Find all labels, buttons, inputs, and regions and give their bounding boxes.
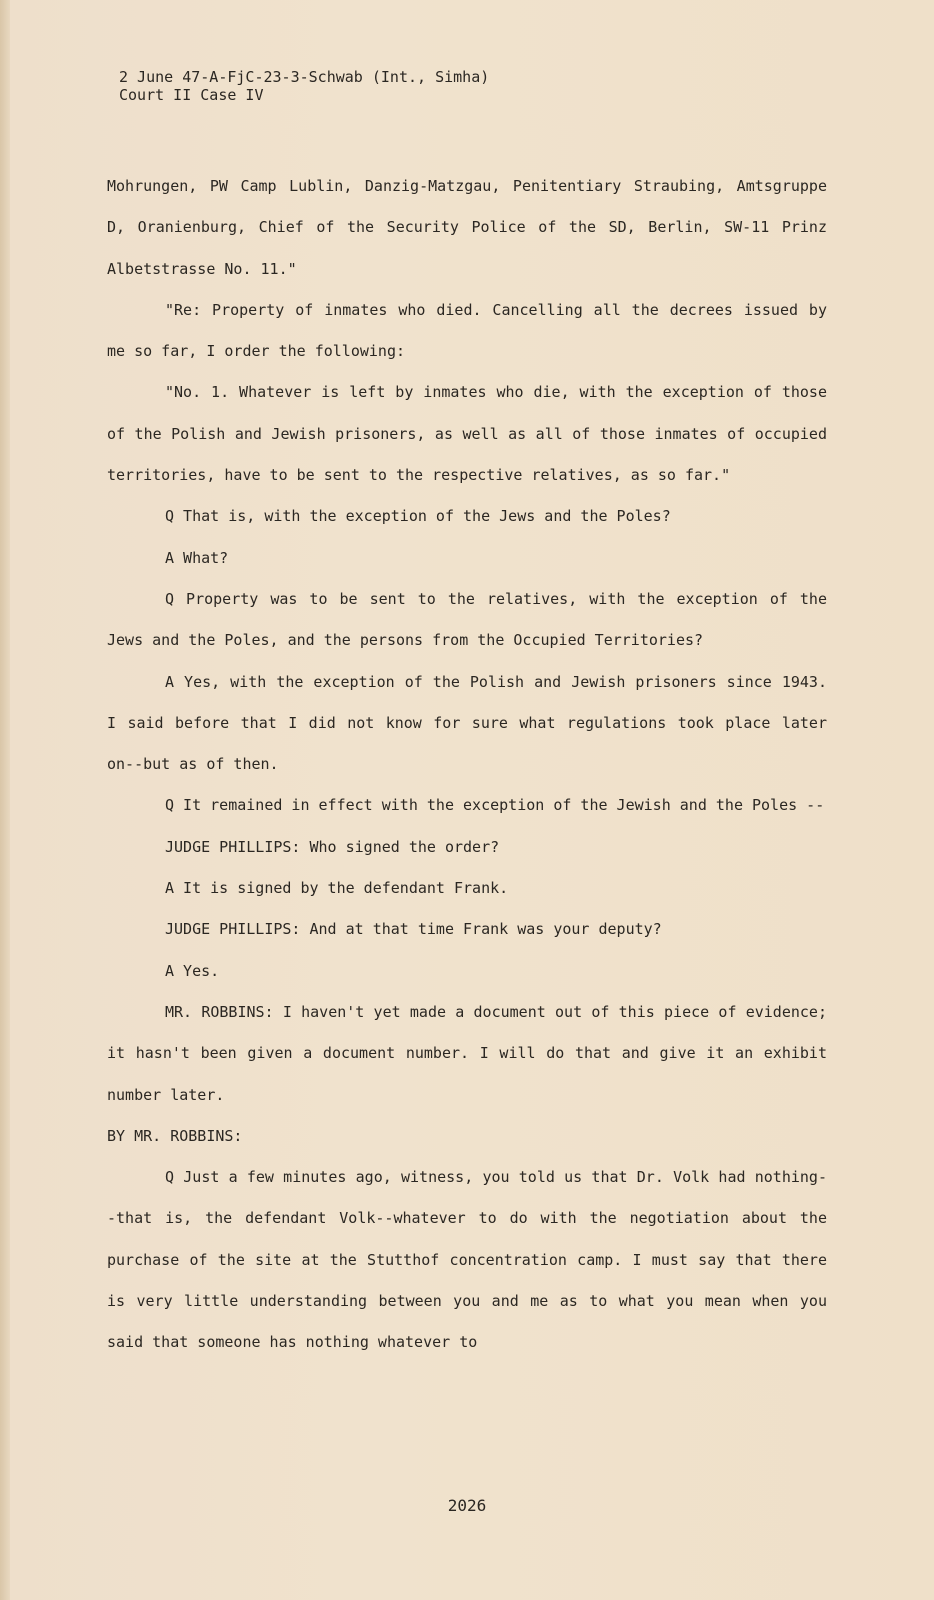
examiner-heading: BY MR. ROBBINS: <box>107 1126 243 1145</box>
question: Q Just a few minutes ago, witness, you told us that Dr. Volk had nothing--that is, the defendant Volk--whatever to do with the negotiation about the purchase of the site at the Stutthof concentration camp. I must say that there is very little understanding between you and me as to what you mean when you said that someone has nothing whatever to <box>107 1168 827 1352</box>
paragraph: "Re: Property of inmates who died. Cancelling all the decrees issued by me so far, I order the following: <box>107 300 827 361</box>
transcript-body <box>107 166 827 1364</box>
judge-remark: JUDGE PHILLIPS: And at that time Frank was your deputy? <box>165 920 662 939</box>
paragraph: Mohrungen, PW Camp Lublin, Danzig-Matzgau, Penitentiary Straubing, Amtsgruppe D, Oranienburg, Chief of the Security Police of the SD, Berlin, SW-11 Prinz Albetstrasse No. 11." <box>107 177 827 278</box>
page-number: 2026 <box>447 1496 487 1515</box>
header-line-2: Court II Case IV <box>119 86 264 104</box>
question: Q It remained in effect with the exception of the Jewish and the Poles -- <box>165 796 825 815</box>
question: Q Property was to be sent to the relatives, with the exception of the Jews and the Poles, and the persons from the Occupied Territories? <box>107 589 827 650</box>
paragraph: "No. 1. Whatever is left by inmates who die, with the exception of those of the Polish and Jewish prisoners, as well as all of those inmates of occupied territories, have to be sent to the respective relatives, as so far." <box>107 383 827 485</box>
case-header <box>119 68 489 104</box>
judge-remark: JUDGE PHILLIPS: Who signed the order? <box>165 837 500 856</box>
answer: A It is signed by the defendant Frank. <box>165 879 509 898</box>
header-line-1: 2 June 47-A-FjC-23-3-Schwab (Int., Simha) <box>119 68 490 86</box>
answer: A Yes, with the exception of the Polish and Jewish prisoners since 1943. I said before that I did not know for sure what regulations took place later on--but as of then. <box>107 672 827 774</box>
paper-edge <box>0 0 10 1600</box>
question: Q That is, with the exception of the Jews and the Poles? <box>165 507 671 526</box>
counsel-remark: MR. ROBBINS: I haven't yet made a document out of this piece of evidence; it hasn't been given a document number. I will do that and give it an exhibit number later. <box>107 1002 827 1104</box>
answer: A What? <box>165 548 229 567</box>
answer: A Yes. <box>165 961 220 980</box>
